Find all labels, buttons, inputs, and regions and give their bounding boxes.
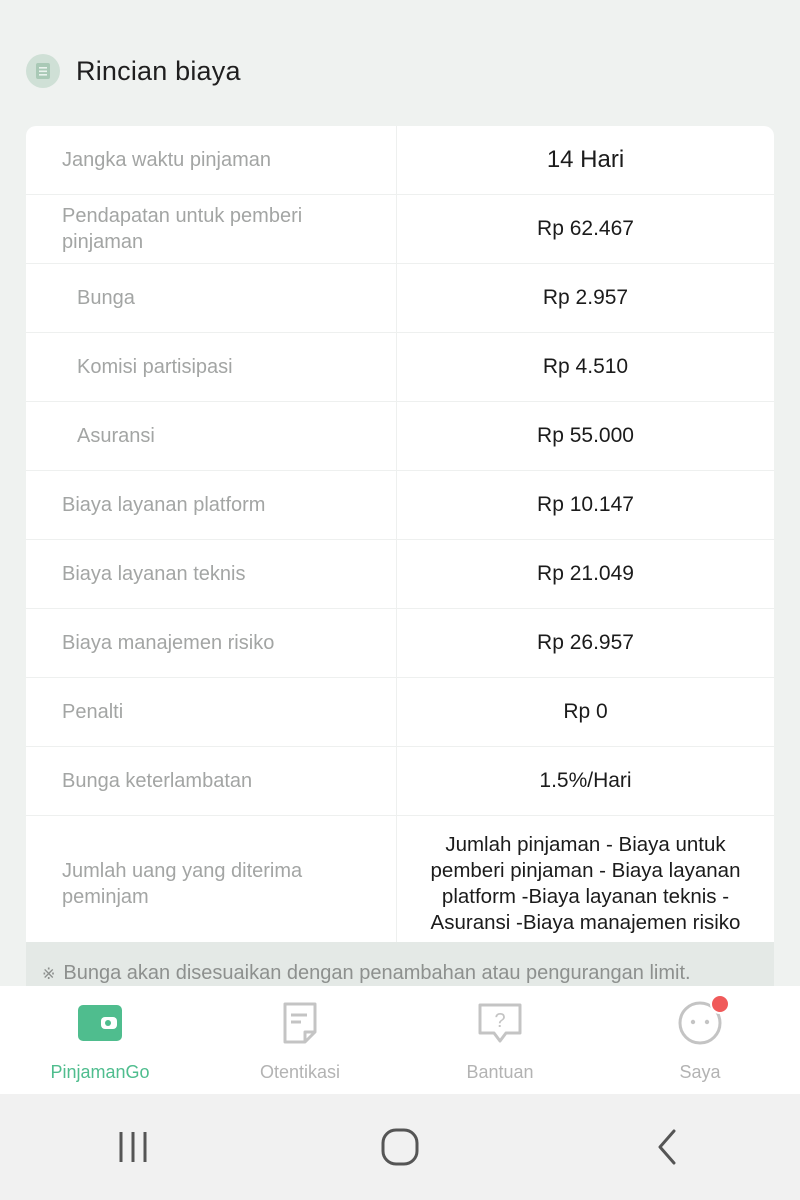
interest-note [26, 942, 774, 987]
wallet-icon [74, 1000, 126, 1046]
profile-icon [674, 1000, 726, 1046]
document-icon [274, 1000, 326, 1046]
row-label: Bunga [26, 264, 397, 332]
table-row-amount-received [26, 816, 774, 944]
table-row-insurance [26, 402, 774, 471]
row-value: Rp 21.049 [537, 562, 634, 585]
row-label: Asuransi [26, 402, 397, 470]
row-label: Pendapatan untuk pemberi pinjaman [26, 195, 397, 263]
table-row-late-interest [26, 747, 774, 816]
row-value: Rp 55.000 [537, 424, 634, 447]
fee-details-table [26, 126, 774, 944]
recent-apps-icon[interactable] [103, 1117, 163, 1177]
system-navigation-bar [0, 1094, 800, 1200]
row-value: Rp 2.957 [542, 286, 629, 309]
nav-label: Saya [679, 1062, 721, 1082]
nav-label: Otentikasi [259, 1062, 341, 1082]
nav-item-saya[interactable] [600, 986, 800, 1094]
bottom-navigation [0, 986, 800, 1094]
table-row-platform-fee [26, 471, 774, 540]
row-label: Bunga keterlambatan [26, 747, 397, 815]
row-value: Rp 0 [563, 700, 608, 723]
table-row-interest [26, 264, 774, 333]
nav-label: PinjamanGo [50, 1062, 150, 1082]
table-row-penalty [26, 678, 774, 747]
section-header [26, 52, 241, 90]
table-row-loan-term [26, 126, 774, 195]
row-label: Biaya layanan platform [26, 471, 397, 539]
help-icon [474, 1000, 526, 1046]
note-text: Bunga akan disesuaikan dengan penambahan atau pengurangan limit. [63, 962, 691, 984]
note-mark: ※ [42, 966, 56, 983]
home-icon[interactable] [370, 1117, 430, 1177]
document-icon [26, 54, 60, 88]
nav-label: Bantuan [466, 1062, 534, 1082]
row-label: Biaya layanan teknis [26, 540, 397, 608]
row-value: Rp 4.510 [542, 355, 629, 378]
row-value: 14 Hari [546, 146, 625, 173]
row-label: Biaya manajemen risiko [26, 609, 397, 677]
notification-badge [710, 994, 730, 1014]
svg-text:?: ? [494, 1010, 506, 1032]
back-icon[interactable] [637, 1117, 697, 1177]
row-value: Rp 26.957 [537, 631, 634, 654]
nav-item-pinjamango[interactable] [0, 986, 200, 1094]
row-value: Rp 62.467 [537, 217, 634, 240]
nav-item-otentikasi[interactable] [200, 986, 400, 1094]
table-row-risk-fee [26, 609, 774, 678]
row-value: 1.5%/Hari [539, 769, 632, 792]
page-title: Rincian biaya [76, 55, 241, 86]
table-row-lender-income [26, 195, 774, 264]
row-value: Rp 10.147 [537, 493, 634, 516]
nav-item-bantuan[interactable] [400, 986, 600, 1094]
row-label: Penalti [26, 678, 397, 746]
row-label: Komisi partisipasi [26, 333, 397, 401]
row-label: Jangka waktu pinjaman [26, 126, 397, 194]
table-row-participation-commission [26, 333, 774, 402]
row-value: Jumlah pinjaman - Biaya untuk pemberi pinjaman - Biaya layanan platform -Biaya layanan teknis - Asuransi -Biaya manajemen risiko [430, 833, 741, 934]
row-label: Jumlah uang yang diterima peminjam [26, 816, 397, 944]
table-row-technical-fee [26, 540, 774, 609]
